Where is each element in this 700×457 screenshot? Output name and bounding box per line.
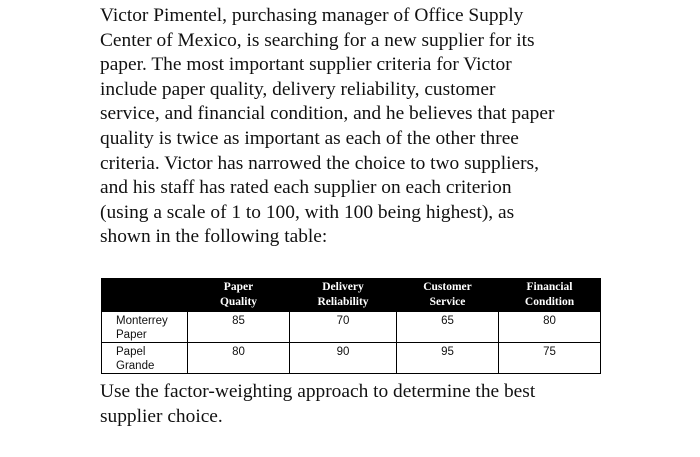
table-row xyxy=(102,343,601,374)
rating-cell: 80 xyxy=(188,343,290,374)
supplier-ratings-table xyxy=(101,278,601,374)
header-line: Paper xyxy=(223,281,254,293)
rating-cell: 95 xyxy=(397,343,499,374)
header-corner-cell xyxy=(102,279,188,312)
rating-cell: 85 xyxy=(188,312,290,343)
table-row xyxy=(102,312,601,343)
rating-cell: 70 xyxy=(290,312,397,343)
supplier-name-cell: Monterrey Paper xyxy=(102,312,188,343)
header-line: Condition xyxy=(524,296,575,308)
header-customer-service xyxy=(397,279,499,312)
header-line: Service xyxy=(429,296,466,308)
rating-cell: 90 xyxy=(290,343,397,374)
header-delivery-reliability xyxy=(290,279,397,312)
problem-intro-text: Victor Pimentel, purchasing manager of Office Supply Center of Mexico, is searching for a new supplier for its paper. The most important supplier criteria for Victor include paper quality, delivery reliability, customer service, and financial condition, and he believes that paper quality is twice as important as each of the other three criteria. Victor has narrowed the choice to two suppliers, and his staff has rated each supplier on each criterion (using a scale of 1 to 100, with 100 being highest), as shown in the following table: xyxy=(100,5,555,248)
header-line: Delivery xyxy=(322,281,364,293)
header-line: Customer xyxy=(423,281,472,293)
table-header xyxy=(102,279,601,312)
supplier-name-cell: Papel Grande xyxy=(102,343,188,374)
header-line: Reliability xyxy=(317,296,369,308)
header-paper-quality xyxy=(188,279,290,312)
header-financial-condition xyxy=(499,279,601,312)
header-line: Quality xyxy=(219,296,258,308)
rating-cell: 80 xyxy=(499,312,601,343)
header-row xyxy=(102,279,601,312)
rating-cell: 65 xyxy=(397,312,499,343)
problem-question-text: Use the factor-weighting approach to determine the best supplier choice. xyxy=(100,381,536,427)
header-line: Financial xyxy=(526,281,573,293)
rating-cell: 75 xyxy=(499,343,601,374)
